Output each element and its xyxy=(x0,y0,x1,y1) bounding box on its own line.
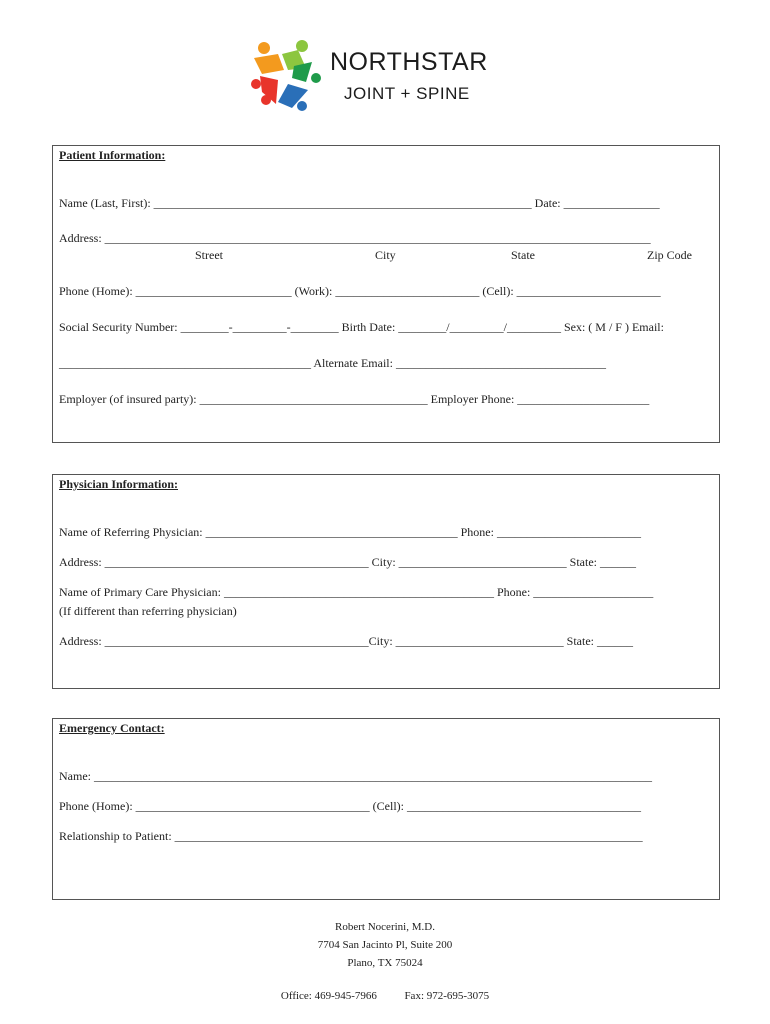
footer-street xyxy=(0,939,770,951)
footer-city xyxy=(0,957,770,969)
section-title: Emergency Contact: xyxy=(59,721,165,735)
emergency-name-field[interactable]: Name: _____________________________________________________________________________________________ xyxy=(59,769,652,783)
address-city-label: City xyxy=(375,248,396,262)
logo-brand-name: NORTHSTAR xyxy=(330,48,488,76)
address-zip-label: Zip Code xyxy=(647,248,692,262)
patient-email-field[interactable]: __________________________________________ Alternate Email: ___________________________________ xyxy=(59,356,606,370)
doctor-name: Robert Nocerini, M.D. xyxy=(335,921,435,933)
patient-address-field[interactable]: Address: ___________________________________________________________________________________________ xyxy=(59,231,651,245)
address-street-label: Street xyxy=(195,248,223,262)
patient-employer-field[interactable]: Employer (of insured party): ______________________________________ Employer Phone: ______________________ xyxy=(59,392,650,406)
patient-information-section xyxy=(52,145,720,443)
footer-contact xyxy=(0,990,770,1002)
city-address: Plano, TX 75024 xyxy=(347,957,423,969)
address-state-label: State xyxy=(511,248,535,262)
emergency-phone-field[interactable]: Phone (Home): _______________________________________ (Cell): _______________________________________ xyxy=(59,799,641,813)
star-people-logo-icon xyxy=(248,40,328,116)
primary-care-address-field[interactable]: Address: ____________________________________________City: ____________________________ State: ______ xyxy=(59,634,633,648)
patient-ssn-birth-sex-field[interactable]: Social Security Number: ________-_________-________ Birth Date: ________/_________/_________ Sex: ( M / F ) Email: xyxy=(59,320,664,334)
primary-care-note: (If different than referring physician) xyxy=(59,604,237,618)
patient-phone-field[interactable]: Phone (Home): __________________________ (Work): ________________________ (Cell): ________________________ xyxy=(59,284,661,298)
physician-information-section xyxy=(52,474,720,689)
section-title: Physician Information: xyxy=(59,477,179,491)
referring-physician-field[interactable]: Name of Referring Physician: __________________________________________ Phone: ________________________ xyxy=(59,525,641,539)
primary-care-physician-field[interactable]: Name of Primary Care Physician: _____________________________________________ Phone: ____________________ xyxy=(59,585,654,599)
footer-doctor xyxy=(0,921,770,933)
street-address: 7704 San Jacinto Pl, Suite 200 xyxy=(317,939,453,951)
logo-brand-subtitle: JOINT + SPINE xyxy=(344,84,470,103)
northstar-logo xyxy=(248,40,488,116)
emergency-relationship-field[interactable]: Relationship to Patient: ______________________________________________________________________________ xyxy=(59,829,643,843)
office-phone: Office: 469-945-7966 xyxy=(280,990,377,1002)
fax-number: Fax: 972-695-3075 xyxy=(404,990,490,1002)
emergency-contact-section xyxy=(52,718,720,900)
referring-physician-address-field[interactable]: Address: ____________________________________________ City: ____________________________ State: ______ xyxy=(59,555,636,569)
section-title: Patient Information: xyxy=(59,148,166,162)
patient-name-date-field[interactable]: Name (Last, First): _______________________________________________________________ Date: ________________ xyxy=(59,196,660,210)
